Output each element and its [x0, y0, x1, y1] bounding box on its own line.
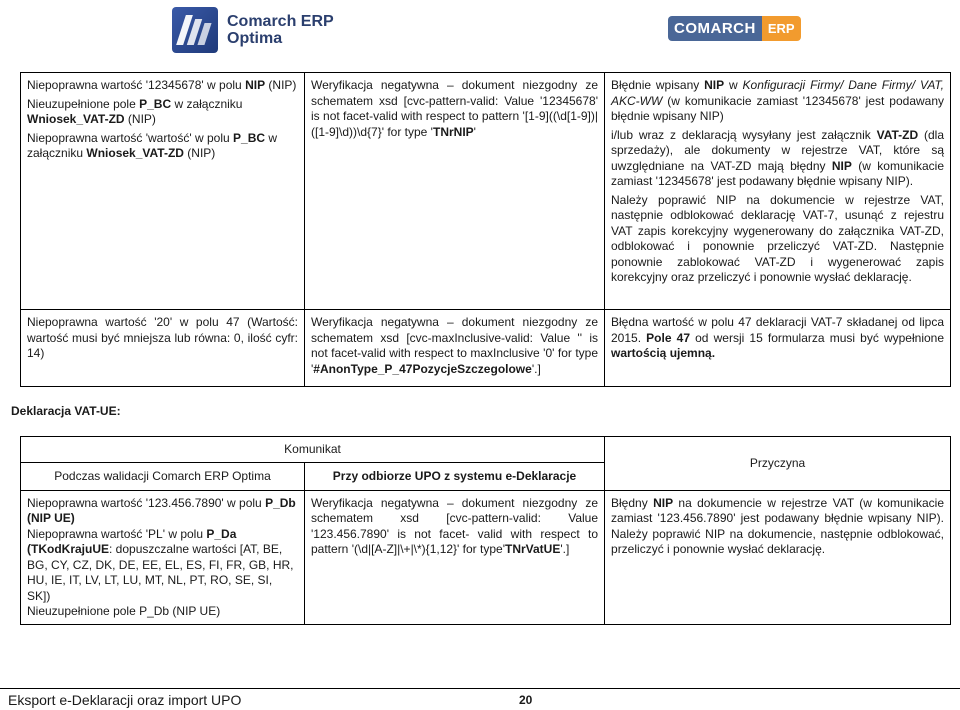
header-komunikat: Komunikat [21, 437, 605, 463]
footer-title: Eksport e-Deklaracji oraz import UPO [8, 692, 242, 708]
optima-logo-icon [172, 7, 218, 53]
reason-paragraph: Należy poprawić NIP na dokumencie w rejestrze VAT, następnie odblokować deklarację VAT-7, usunąć z rejestru VAT zapis korekcyjny wygenerowany do załącznika VAT-ZD, odblokować i ponownie przeliczyć VAT-ZD. Następnie ponownie zablokować VAT-ZD i wygenerować zapis korekcyjny oraz przeliczyć i ponownie wysłać deklarację. [611, 192, 944, 284]
erp-logo-badge: ERP [762, 16, 801, 41]
error-table-vat7 [20, 72, 951, 387]
message-line: Nieuzupełnione pole P_BC w załączniku Wniosek_VAT-ZD (NIP) [27, 96, 243, 126]
optima-brand-text [227, 13, 334, 47]
table-cell-message: Niepoprawna wartość '20' w polu 47 (Wartość: wartość musi być mniejsza lub równa: 0, ilość cyfr: 14) [21, 310, 305, 387]
header-przyczyna: Przyczyna [605, 437, 951, 491]
message-line: Nieuzupełnione pole P_Db (NIP UE) [27, 604, 221, 618]
page-number: 20 [519, 693, 533, 707]
comarch-logo-text: COMARCH [668, 16, 762, 41]
table-row [21, 73, 951, 310]
message-line: Niepoprawna wartość '123.456.7890' w polu P_Db [27, 495, 296, 510]
table-cell-upo-message: Weryfikacja negatywna – dokument niezgodny ze schematem xsd [cvc-pattern-valid: Value '12345678' is not facet-valid with respect to pattern '[1-9]((\d[1-9])|([1-9]\d))\d{7}' for type 'TNrNIP' [305, 73, 605, 310]
table-cell-message [21, 490, 305, 624]
comarch-erp-optima-logo [172, 6, 334, 54]
error-table-vat-ue [20, 436, 951, 625]
table-cell-reason [605, 73, 951, 310]
table-cell-upo-message: Weryfikacja negatywna – dokument niezgodny ze schematem xsd [cvc-pattern-valid: Value '123.456.7890' is not facet- valid with respect to pattern '(\d|[A-Z]|\+|\*){1,12}' for type'TNrVatUE'.] [305, 490, 605, 624]
comarch-erp-logo [668, 16, 801, 41]
section-title-vat-ue: Deklaracja VAT-UE: [11, 404, 121, 418]
table-row [21, 490, 951, 624]
table-row [21, 310, 951, 387]
message-line: Niepoprawna wartość '12345678' w polu NIP (NIP) [27, 78, 297, 92]
message-line: (TKodKrajuUE: dopuszczalne wartości [AT, BE, BG, CY, CZ, DK, DE, EE, EL, ES, FI, FR, GB, HR, HU, IE, IT, LV, LT, LU, MT, NL, PT, RO, SE, SI, SK]) [27, 542, 294, 603]
header-upo: Przy odbiorze UPO z systemu e-Deklaracje [305, 462, 605, 490]
message-line: Niepoprawna wartość 'PL' w polu P_Da [27, 526, 237, 541]
table-cell-upo-message: Weryfikacja negatywna – dokument niezgodny ze schematem xsd [cvc-maxInclusive-valid: Value '' is not facet-valid with respect to maxInclusive '0' for type '#AnonType_P_47PozycjeSzczegolowe'.] [305, 310, 605, 387]
message-line: Niepoprawna wartość 'wartość' w polu P_BC w załączniku Wniosek_VAT-ZD (NIP) [27, 130, 278, 160]
table-header-row [21, 437, 951, 463]
brand-line-2: Optima [227, 30, 283, 47]
table-cell-message [21, 73, 305, 310]
table-cell-reason: Błędna wartość w polu 47 deklaracji VAT-7 składanej od lipca 2015. Pole 47 od wersji 15 formularza musi być wypełnione wartością ujemną. [605, 310, 951, 387]
message-line: (NIP UE) [27, 511, 75, 525]
header-walidacja: Podczas walidacji Comarch ERP Optima [21, 462, 305, 490]
reason-paragraph: i/lub wraz z deklaracją wysyłany jest załącznik VAT-ZD (dla sprzedaży), ale dokumenty w rejestrze VAT, które są uwzględniane na VAT-ZD mają błędny NIP (w komunikacie zamiast '12345678' jest podawany błędnie wpisany NIP). [611, 127, 944, 188]
reason-paragraph: Błędnie wpisany NIP w Konfiguracji Firmy/ Dane Firmy/ VAT, AKC-WW (w komunikacie zamiast '12345678' jest podawany błędnie wpisany NIP) [611, 78, 944, 123]
footer-divider [0, 688, 960, 689]
table-cell-reason: Błędny NIP na dokumencie w rejestrze VAT (w komunikacie zamiast '123.456.7890' jest podawany błędnie wpisany NIP). Należy poprawić NIP na dokumencie, następnie odblokować, przeliczyć i ponownie wysłać deklarację. [605, 490, 951, 624]
brand-line-1: Comarch ERP [227, 13, 334, 30]
